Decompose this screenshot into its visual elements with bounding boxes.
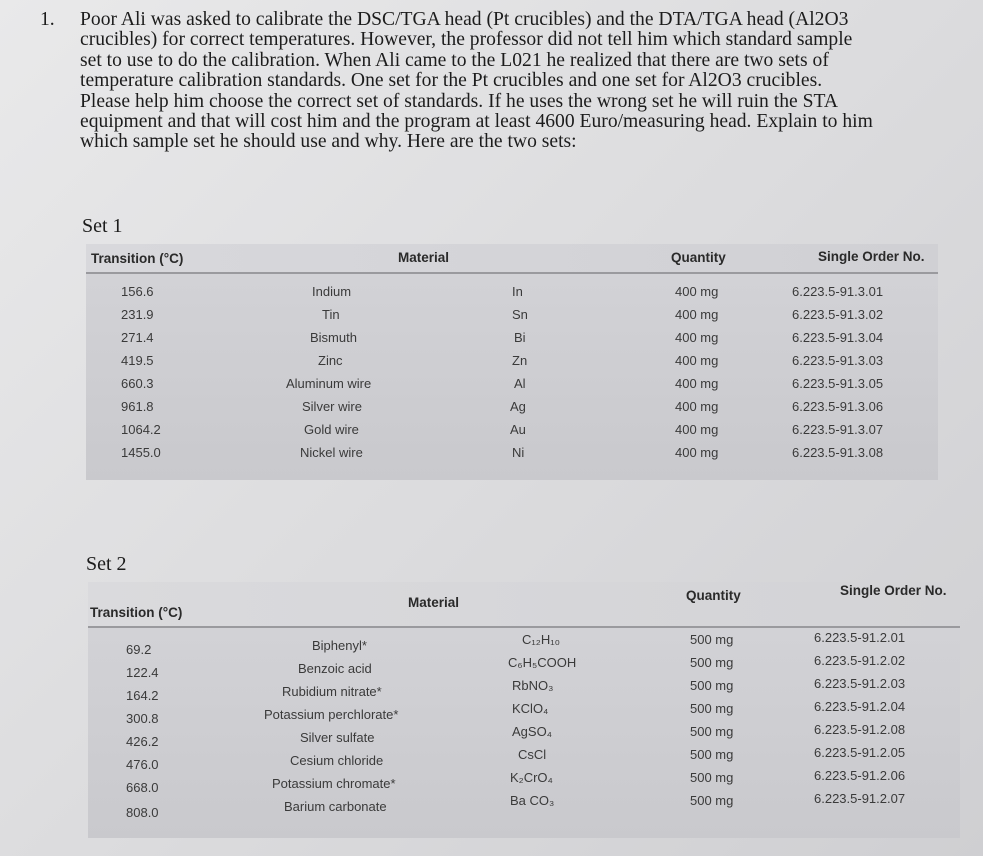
cell-transition: 300.8 [126,711,159,726]
cell-transition: 419.5 [121,353,154,368]
cell-transition: 426.2 [126,734,159,749]
cell-material-symbol: K₂CrO₄ [510,770,553,785]
cell-material-symbol: C₁₂H₁₀ [522,632,560,647]
cell-quantity: 400 mg [675,376,719,391]
cell-transition: 961.8 [121,399,154,414]
cell-transition: 69.2 [126,642,152,657]
cell-order-no: 6.223.5-91.2.07 [814,791,906,806]
cell-quantity: 500 mg [690,770,734,785]
cell-material-symbol: CsCl [518,747,547,762]
cell-quantity: 400 mg [675,307,719,322]
question-line: equipment and that will cost him and the program at least 4600 Euro/measuring head. Explain to him [80,111,873,133]
cell-transition: 164.2 [126,688,159,703]
cell-order-no: 6.223.5-91.2.04 [814,699,906,714]
set2-header-order: Single Order No. [840,583,947,598]
set2-header-transition: Transition (°C) [90,605,183,620]
cell-material-name: Potassium chromate* [272,776,396,791]
cell-material-name: Biphenyl* [312,638,367,653]
cell-order-no: 6.223.5-91.3.01 [792,284,884,299]
cell-material-name: Aluminum wire [286,376,372,391]
table-row [86,376,938,398]
set1-body [86,274,938,480]
cell-material-symbol: Ag [510,399,526,414]
cell-transition: 271.4 [121,330,154,345]
table-row [86,422,938,444]
cell-order-no: 6.223.5-91.2.06 [814,768,906,783]
cell-order-no: 6.223.5-91.3.02 [792,307,884,322]
cell-quantity: 400 mg [675,284,719,299]
set2-header-band [88,582,960,626]
set1-header-order: Single Order No. [818,249,925,264]
cell-material-name: Tin [322,307,340,322]
cell-material-symbol: Au [510,422,526,437]
cell-material-symbol: Ni [512,445,525,460]
cell-order-no: 6.223.5-91.3.06 [792,399,884,414]
cell-material-name: Silver wire [302,399,362,414]
cell-material-name: Nickel wire [300,445,363,460]
cell-quantity: 400 mg [675,330,719,345]
cell-order-no: 6.223.5-91.2.08 [814,722,906,737]
table-row [86,445,938,467]
cell-transition: 122.4 [126,665,159,680]
cell-quantity: 500 mg [690,747,734,762]
set1-header-quantity: Quantity [671,250,726,265]
question-line: temperature calibration standards. One set for the Pt crucibles and one set for Al2O3 crucibles. [80,70,823,92]
cell-material-name: Indium [312,284,352,299]
question-line: Poor Ali was asked to calibrate the DSC/TGA head (Pt crucibles) and the DTA/TGA head (Al2O3 [80,9,849,30]
cell-material-symbol: Ba CO₃ [510,793,555,808]
table-row [86,284,938,306]
set1-header-transition: Transition (°C) [91,251,184,266]
cell-order-no: 6.223.5-91.3.07 [792,422,884,437]
cell-transition: 156.6 [121,284,154,299]
set2-table [88,582,960,838]
cell-material-symbol: Bi [514,330,526,345]
cell-quantity: 500 mg [690,724,734,739]
set1-header-material: Material [398,250,450,265]
cell-material-name: Potassium perchlorate* [264,707,399,722]
cell-quantity: 400 mg [675,353,719,368]
cell-order-no: 6.223.5-91.2.01 [814,630,906,645]
question-line: crucibles) for correct temperatures. However, the professor did not tell him which standard sample [80,29,853,51]
table-row [88,791,960,821]
cell-order-no: 6.223.5-91.3.04 [792,330,884,345]
table-row [86,330,938,352]
cell-quantity: 500 mg [690,678,734,693]
cell-material-symbol: C₆H₅COOH [508,655,577,670]
cell-quantity: 500 mg [690,793,734,808]
cell-transition: 808.0 [126,805,159,820]
cell-material-symbol: AgSO₄ [512,724,552,739]
question-line: set to use to do the calibration. When Ali came to the L021 he realized that there are two sets of [80,49,829,71]
cell-transition: 1455.0 [121,445,161,460]
cell-quantity: 500 mg [690,655,734,670]
set1-table [86,244,938,480]
cell-order-no: 6.223.5-91.3.08 [792,445,884,460]
cell-material-name: Zinc [318,353,343,368]
cell-quantity: 400 mg [675,399,719,414]
cell-material-name: Gold wire [304,422,359,437]
question-line: which sample set he should use and why. Here are the two sets: [80,131,577,153]
question-text [80,10,960,153]
cell-transition: 660.3 [121,376,154,391]
table-row [86,353,938,375]
cell-material-name: Silver sulfate [300,730,375,745]
cell-material-symbol: Al [514,376,526,391]
set1-label: Set 1 [82,215,123,237]
cell-quantity: 400 mg [675,445,719,460]
set2-label: Set 2 [86,553,127,575]
set1-header-band [86,244,938,272]
cell-material-symbol: RbNO₃ [512,678,554,693]
set2-header-quantity: Quantity [686,588,741,603]
cell-transition: 476.0 [126,757,159,772]
cell-quantity: 500 mg [690,701,734,716]
cell-order-no: 6.223.5-91.2.03 [814,676,906,691]
cell-order-no: 6.223.5-91.2.05 [814,745,906,760]
table-row [86,307,938,329]
question-line: Please help him choose the correct set of standards. If he uses the wrong set he will ruin the STA [80,90,839,112]
cell-material-name: Rubidium nitrate* [282,684,382,699]
cell-order-no: 6.223.5-91.2.02 [814,653,906,668]
cell-transition: 1064.2 [121,422,161,437]
cell-material-name: Benzoic acid [298,661,372,676]
cell-quantity: 400 mg [675,422,719,437]
cell-transition: 668.0 [126,780,159,795]
table-row [86,399,938,421]
cell-material-symbol: KClO₄ [512,701,549,716]
set2-body [88,628,960,838]
cell-material-symbol: In [512,284,523,299]
cell-material-name: Cesium chloride [290,753,384,768]
cell-material-symbol: Zn [512,353,528,368]
cell-order-no: 6.223.5-91.3.03 [792,353,884,368]
cell-material-name: Barium carbonate [284,799,387,814]
question-number: 1. [40,9,55,30]
cell-material-name: Bismuth [310,330,357,345]
cell-material-symbol: Sn [512,307,528,322]
cell-quantity: 500 mg [690,632,734,647]
set2-header-material: Material [408,595,460,610]
cell-transition: 231.9 [121,307,154,322]
cell-order-no: 6.223.5-91.3.05 [792,376,884,391]
